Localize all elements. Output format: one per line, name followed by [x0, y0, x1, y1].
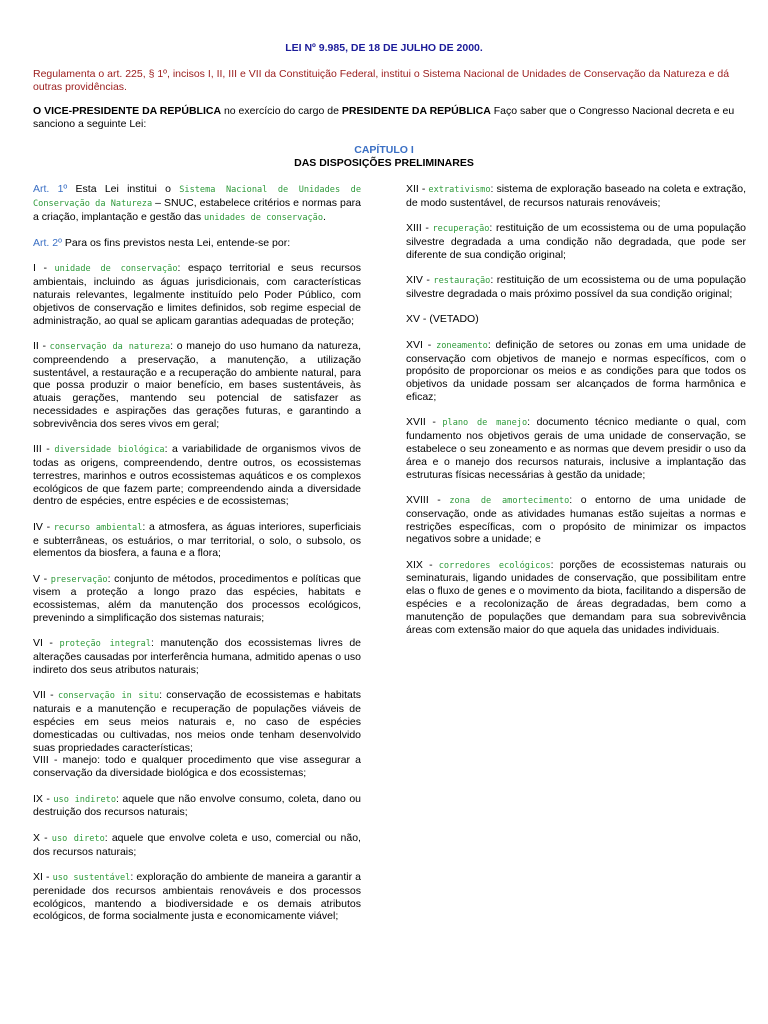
preamble — [33, 105, 745, 131]
definition-item — [406, 339, 746, 404]
item-text: : aquele que envolve coleta e uso, comercial ou não, dos recursos naturais; — [33, 831, 361, 858]
article-1 — [33, 183, 361, 224]
item-text: : conservação de ecossistemas e habitats naturais e a manutenção e recuperação de populações viáveis de espécies em seus meios naturais e, no caso de espécies domesticadas ou cultivadas, nos meios onde tenham desenvolvido suas propriedades características; — [33, 689, 362, 754]
item-text: : o manejo do uso humano da natureza, compreendendo a preservação, a manutenção, a utilização sustentável, a restauração e a recuperação do ambiente natural, para que possa produzir o maior benefício, em bases sustentáveis, às atuais gerações, mantendo seu potencial de satisfazer as necessidades e aspirações das gerações futuras, e garantindo a sobrevivência dos seres vivos em geral; — [33, 339, 361, 430]
chapter-heading — [0, 144, 768, 170]
item-number: XII - — [406, 183, 429, 195]
definition-item — [33, 637, 361, 676]
item-text: : porções de ecossistemas naturais ou seminaturais, ligando unidades de conservação, que possibilitam entre elas o fluxo de genes e o movimento da biota, facilitando a dispersão de espécies e a recolonização de áreas degradadas, bem como a manutenção de populações que demandam para sua sobrevivência áreas com extensão maior do que aquela das unidades individuais. — [406, 558, 746, 636]
item-term: unidade de conservação — [54, 264, 178, 275]
item-number: VII - — [33, 689, 58, 702]
item-term: corredores ecológicos — [438, 560, 551, 571]
item-text: : sistema de exploração baseado na coleta e extração, de modo sustentável, de recursos naturais renováveis; — [406, 183, 746, 209]
article-1-term-snuc: Sistema Nacional de Unidades de Conservação da Natureza — [33, 185, 361, 209]
item-text: : documento técnico mediante o qual, com fundamento nos objetivos gerais de uma unidade de conservação, se estabelece o seu zoneamento e as normas que devem presidir o uso da área e o manejo dos recursos naturais, inclusive a implantação das estruturas físicas necessárias à gestão da unidade; — [406, 416, 746, 481]
preamble-vice-president: O VICE-PRESIDENTE DA REPÚBLICA — [33, 105, 222, 117]
item-text: : manutenção dos ecossistemas livres de alterações causadas por interferência humana, admitido apenas o uso indireto dos seus atributos naturais; — [33, 637, 361, 677]
item-number: I - — [33, 262, 55, 275]
item-text: : espaço territorial e seus recursos ambientais, incluindo as águas jurisdicionais, com características naturais relevantes, legalmente instituído pelo Poder Público, com objetivos de conservação e limites definidos, sob regime especial de administração, ao qual se aplicam garantias adequadas de proteção; — [33, 262, 362, 327]
item-text: : exploração do ambiente de maneira a garantir a perenidade dos recursos ambientais renováveis e dos processos ecológicos, mantendo a biodiversidade e os demais atributos ecológicos, de forma socialmente justa e economicamente viável; — [33, 871, 362, 923]
item-number: XI - — [33, 871, 53, 883]
article-2-text: Para os fins previstos nesta Lei, entende-se por: — [61, 236, 291, 249]
definition-item — [33, 754, 361, 780]
item-text: : restituição de um ecossistema ou de uma população silvestre degradada a uma condição não degradada, que pode ser diferente de sua condição original; — [406, 222, 746, 261]
article-1-text-3: . — [323, 210, 326, 223]
item-term: proteção integral — [59, 639, 152, 650]
item-text: : todo e qualquer procedimento que vise assegurar a conservação da diversidade biológica e dos ecossistemas; — [33, 754, 361, 780]
definition-item — [406, 416, 746, 481]
item-term: diversidade biológica — [54, 445, 165, 456]
article-1-text-1: Esta Lei institui o — [67, 183, 180, 195]
item-term: uso sustentável — [52, 873, 131, 883]
item-term: zoneamento — [436, 340, 488, 351]
definition-item — [33, 443, 361, 508]
left-column — [33, 183, 361, 936]
preamble-text-1: no exercício do cargo de — [221, 105, 342, 117]
item-term: zona de amortecimento — [449, 495, 570, 506]
definition-item — [406, 222, 746, 261]
ementa: Regulamenta o art. 225, § 1º, incisos I, II, III e VII da Constituição Federal, institui o Sistema Nacional de Unidades de Conservação da Natureza e dá outras providências. — [33, 68, 730, 93]
item-term: restauração — [433, 276, 491, 287]
item-text: : o entorno de uma unidade de conservação, onde as atividades humanas estão sujeitas a normas e restrições específicas, com o propósito de minimizar os impactos negativos sobre a unidade; e — [406, 493, 747, 546]
item-text: : restituição de um ecossistema ou de uma população silvestre degradada o mais próximo possível da sua condição original; — [406, 274, 746, 300]
definition-item — [406, 494, 746, 546]
item-number: XIII - — [406, 222, 433, 235]
item-number: X - — [33, 831, 52, 844]
definition-item — [33, 793, 361, 820]
article-2-label: Art. 2º — [33, 236, 62, 249]
definition-item — [406, 274, 746, 301]
chapter-number: CAPÍTULO I — [354, 144, 414, 156]
item-term: extrativismo — [428, 185, 491, 195]
item-number: III - — [33, 443, 55, 456]
item-number: IV - — [33, 520, 54, 533]
item-number: II - — [33, 339, 50, 352]
chapter-name: DAS DISPOSIÇÕES PRELIMINARES — [294, 157, 474, 169]
item-term: conservação da natureza — [49, 341, 171, 352]
item-number: XIX - — [406, 558, 439, 571]
definition-item — [33, 573, 361, 625]
definition-item — [406, 313, 746, 326]
item-term: preservação — [50, 574, 108, 585]
item-term: recuperação — [432, 224, 490, 235]
item-number: XVIII - — [406, 493, 450, 506]
article-1-label: Art. 1º — [33, 183, 68, 195]
definition-item — [33, 871, 361, 923]
item-term: uso direto — [51, 833, 105, 844]
item-term: conservação in situ — [57, 691, 160, 702]
article-1-text-2: – SNUC, estabelece critérios e normas para a criação, implantação e gestão das — [33, 196, 362, 223]
left-items-list — [33, 262, 361, 923]
definition-item — [33, 832, 361, 859]
definition-item — [33, 340, 361, 431]
preamble-president: PRESIDENTE DA REPÚBLICA — [341, 105, 491, 117]
definition-item — [406, 559, 746, 637]
item-term: plano de manejo — [442, 418, 528, 429]
item-text: : a variabilidade de organismos vivos de todas as origens, compreendendo, dentre outros, os ecossistemas terrestres, marinhos e outros ecossistemas aquáticos e os complexos ecológicos de que fazem parte; compreendendo ainda a diversidade dentro de espécies, entre espécies e de ecossistemas; — [33, 443, 361, 508]
item-term: uso indireto — [53, 794, 117, 805]
item-number: XV - (VETADO) — [406, 313, 479, 326]
item-number: XVII - — [406, 416, 443, 429]
definition-item — [33, 262, 361, 327]
preamble-text-2: Faço saber que o Congresso Nacional decreta e eu sanciono a seguinte Lei: — [33, 105, 735, 130]
item-number: VI - — [33, 637, 60, 650]
item-term: recurso ambiental — [53, 522, 143, 533]
item-text: : a atmosfera, as águas interiores, superficiais e subterrâneas, os estuários, o mar territorial, o solo, o subsolo, os elementos da biosfera, a fauna e a flora; — [33, 520, 361, 560]
article-1-term-units: unidades de conservação — [204, 212, 324, 223]
item-text: : aquele que não envolve consumo, coleta, dano ou destruição dos recursos naturais; — [33, 792, 361, 819]
right-column — [406, 183, 746, 649]
item-number: VIII - manejo — [33, 754, 98, 767]
item-number: XVI - — [406, 338, 437, 351]
definition-item — [33, 521, 361, 560]
item-text: : definição de setores ou zonas em uma unidade de conservação com objetivos de manejo e normas específicos, com o propósito de proporcionar os meios e as condições para que todos os objetivos da unidade possam ser alcançados de forma harmônica e eficaz; — [406, 338, 746, 403]
item-number: XIV - — [406, 274, 434, 287]
article-2 — [33, 237, 361, 250]
right-items-list — [406, 183, 746, 636]
law-title: LEI Nº 9.985, DE 18 DE JULHO DE 2000. — [285, 42, 483, 54]
definition-item — [33, 689, 361, 754]
item-text: : conjunto de métodos, procedimentos e políticas que visem a proteção a longo prazo das espécies, habitats e ecossistemas, além da manutenção dos processos ecológicos, prevenindo a simplificação dos sistemas naturais; — [33, 572, 361, 625]
item-number: V - — [33, 572, 51, 585]
definition-item — [406, 183, 746, 210]
item-number: IX - — [33, 792, 54, 805]
